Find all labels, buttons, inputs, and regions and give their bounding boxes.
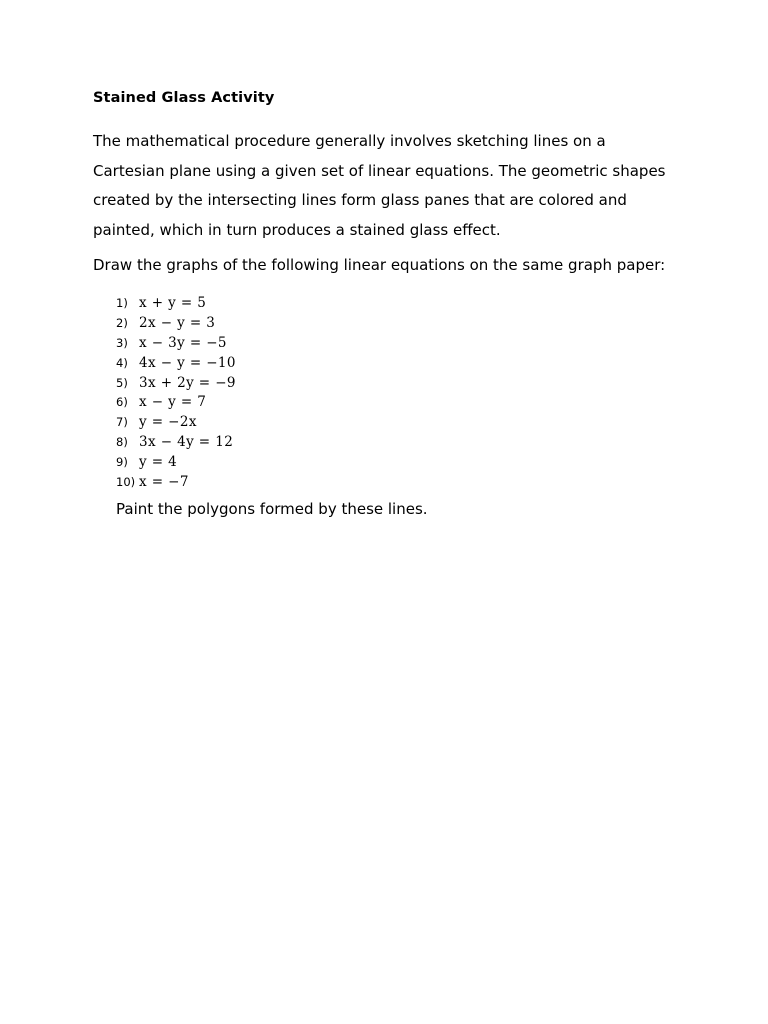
instruction-text: Draw the graphs of the following linear equations on the same graph paper: [93, 256, 666, 274]
equation-text: x − y = 7 [139, 394, 207, 411]
equation-number: 1) [116, 296, 128, 310]
equation-item [116, 431, 236, 451]
equation-number: 10) [116, 475, 136, 490]
equation-item [116, 391, 236, 411]
equation-item [116, 312, 236, 332]
equation-item [116, 451, 236, 471]
equation-number: 7) [116, 415, 128, 430]
equation-text: 2x − y = 3 [139, 314, 216, 331]
equation-number: 2) [116, 315, 128, 330]
equation-list [116, 292, 236, 491]
equation-number: 5) [116, 375, 128, 390]
equation-text: x − 3y = −5 [139, 334, 227, 351]
intro-paragraph: The mathematical procedure generally involves sketching lines on a Cartesian plane using a given set of linear equations. The geometric shapes created by the intersecting lines form glass panes that are colored and painted, which in turn produces a stained glass effect. [93, 132, 666, 239]
equation-text: y = −2x [139, 414, 197, 431]
equation-text: 3x + 2y = −9 [139, 374, 236, 391]
closing-text: Paint the polygons formed by these lines. [116, 500, 428, 518]
equation-item [116, 471, 236, 491]
equation-item [116, 411, 236, 431]
equation-item [116, 372, 236, 392]
equation-number: 3) [116, 335, 128, 350]
equation-item [116, 292, 236, 312]
equation-text: x = −7 [139, 474, 189, 491]
equation-number: 4) [116, 355, 128, 370]
equation-text: x + y = 5 [139, 295, 207, 311]
equation-number: 6) [116, 395, 128, 410]
equation-text: y = 4 [139, 454, 178, 471]
equation-text: 3x − 4y = 12 [139, 434, 234, 451]
equation-text: 4x − y = −10 [139, 354, 236, 371]
document-title: Stained Glass Activity [93, 90, 275, 106]
equation-number: 9) [116, 455, 128, 470]
equation-item [116, 332, 236, 352]
equation-number: 8) [116, 435, 128, 450]
equation-item [116, 352, 236, 372]
